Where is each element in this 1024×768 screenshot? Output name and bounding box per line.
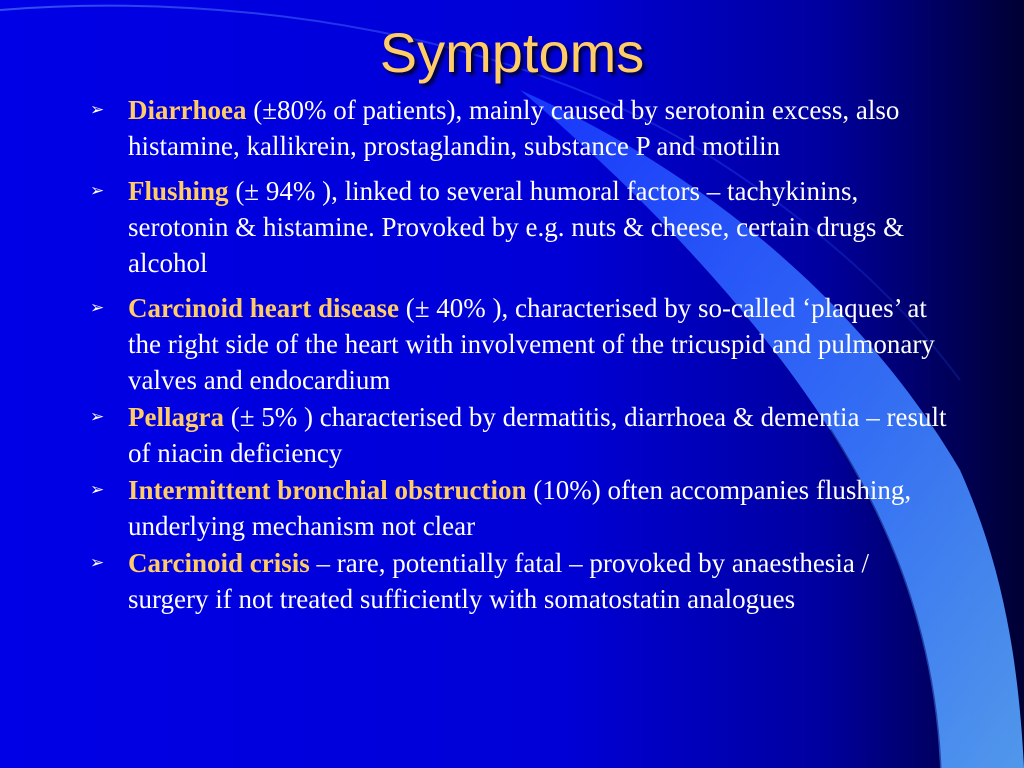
symptom-item-pellagra	[90, 399, 950, 471]
symptom-item-carcinoid-heart-disease	[90, 290, 950, 398]
symptom-description: (10%) often accompanies flushing, underlying mechanism not clear	[128, 475, 912, 541]
arrowhead-bullet-icon: ➢	[90, 553, 105, 573]
symptom-term: Diarrhoea	[128, 95, 247, 125]
symptom-item-diarrhoea	[90, 92, 950, 164]
symptom-item-flushing	[90, 173, 950, 281]
symptom-description: (± 40% ), characterised by so-called ‘plaques’ at the right side of the heart with involvement of the tricuspid and pulmonary valves and endocardium	[128, 293, 935, 395]
slide-title: Symptoms	[379, 21, 645, 84]
symptom-item-bronchial-obstruction	[90, 472, 950, 544]
symptom-term: Carcinoid crisis	[128, 548, 310, 578]
symptom-description: (± 94% ), linked to several humoral factors – tachykinins, serotonin & histamine. Provoked by e.g. nuts & cheese, certain drugs & alcohol	[128, 176, 905, 278]
arrowhead-bullet-icon: ➢	[90, 181, 105, 201]
symptom-term: Carcinoid heart disease	[128, 293, 399, 323]
symptom-description: (± 5% ) characterised by dermatitis, diarrhoea & dementia – result of niacin deficiency	[128, 402, 947, 468]
symptom-term: Flushing	[128, 176, 229, 206]
arrowhead-bullet-icon: ➢	[90, 100, 105, 120]
arrowhead-bullet-icon: ➢	[90, 407, 105, 427]
symptom-term: Pellagra	[128, 402, 224, 432]
arrowhead-bullet-icon: ➢	[90, 480, 105, 500]
symptom-list	[90, 92, 950, 617]
symptom-description: (±80% of patients), mainly caused by serotonin excess, also histamine, kallikrein, prostaglandin, substance P and motilin	[128, 95, 900, 161]
symptom-description: – rare, potentially fatal – provoked by anaesthesia / surgery if not treated sufficiently with somatostatin analogues	[128, 548, 870, 614]
symptom-term: Intermittent bronchial obstruction	[128, 475, 527, 505]
symptom-item-carcinoid-crisis	[90, 545, 950, 617]
arrowhead-bullet-icon: ➢	[90, 298, 105, 318]
